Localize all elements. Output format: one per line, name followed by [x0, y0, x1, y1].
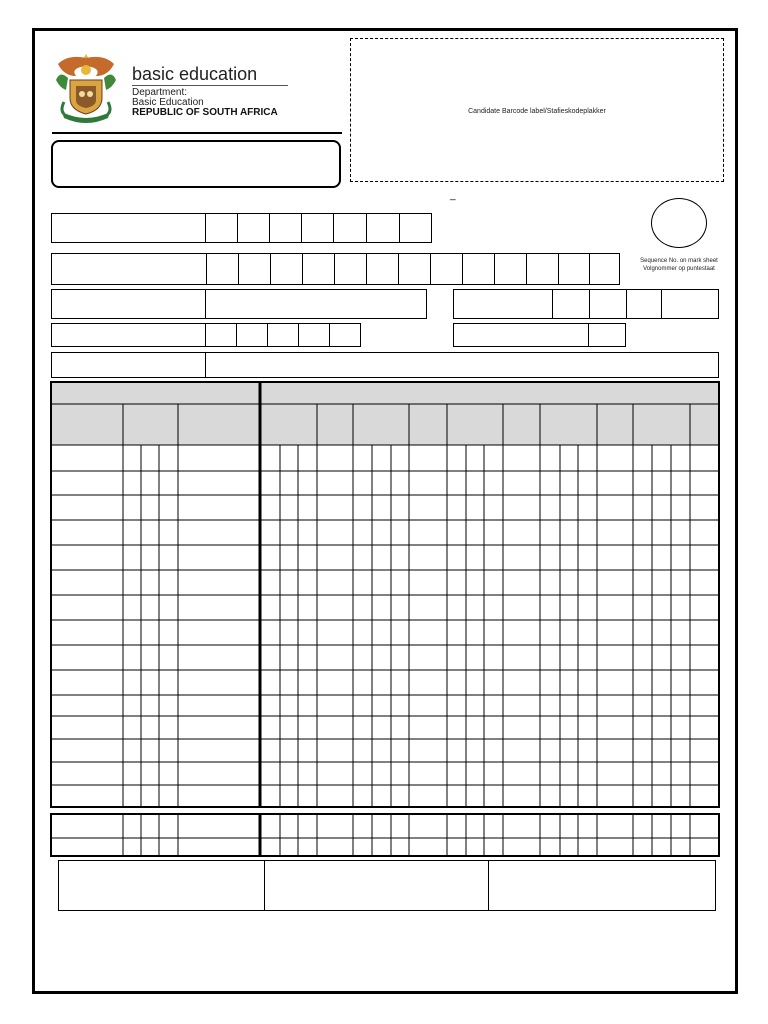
table-subheader-cell [260, 404, 317, 445]
department-name: Basic Education [132, 97, 204, 108]
sequence-label-en: Sequence No. on mark sheet [640, 258, 718, 264]
totals-border [51, 814, 719, 856]
barcode-label: Candidate Barcode label/Stafieskodeplakker [468, 108, 606, 115]
table-subheader-cell [540, 404, 597, 445]
table-subheader-cell [633, 404, 690, 445]
table-subheader-cell [178, 404, 260, 445]
table-subheader-cell [409, 404, 447, 445]
sequence-label-af: Volgnommer op puntestaat [643, 266, 715, 272]
table-header-right [260, 382, 719, 404]
department-label: Department: [132, 87, 188, 98]
brand-title: basic education [132, 64, 258, 84]
table-subheader-cell [353, 404, 409, 445]
table-subheader-cell [597, 404, 633, 445]
country-name: REPUBLIC OF SOUTH AFRICA [132, 107, 278, 118]
table-subheader-cell [123, 404, 178, 445]
table-subheader-cell [690, 404, 719, 445]
table-header-left [51, 382, 260, 404]
table-subheader-cell [447, 404, 503, 445]
table-subheader-cell [317, 404, 353, 445]
table-subheader-cell [503, 404, 540, 445]
table-subheader-cell [51, 404, 123, 445]
separator-mark: _ [450, 190, 456, 201]
